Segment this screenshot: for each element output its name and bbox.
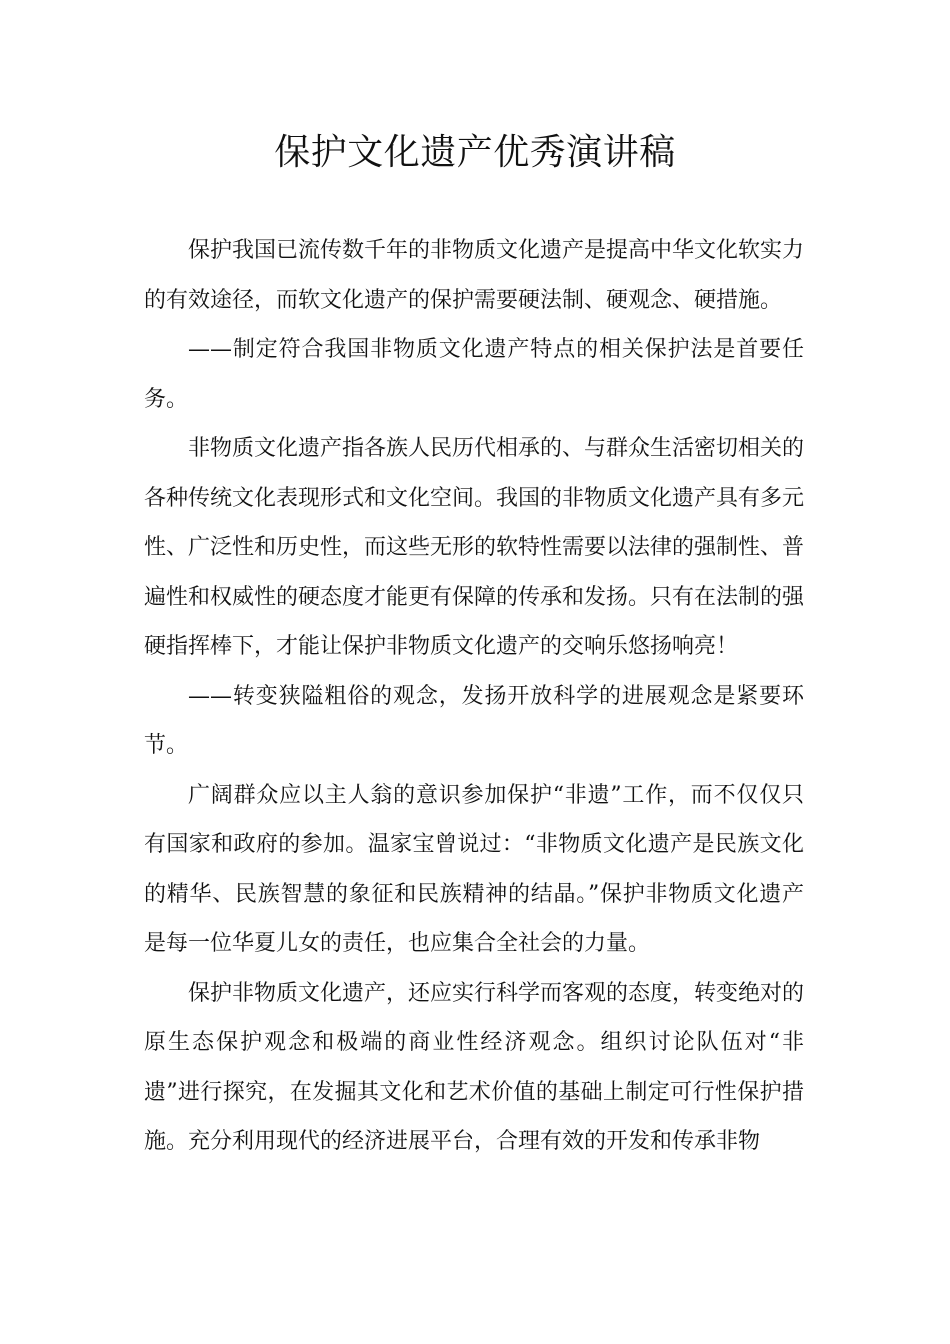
document-body [144, 226, 804, 1167]
paragraph-6: 保护非物质文化遗产，还应实行科学而客观的态度，转变绝对的原生态保护观念和极端的商业性经济观念。组织讨论队伍对“非遗”进行探究，在发掘其文化和艺术价值的基础上制定可行性保护措施。充分利用现代的经济进展平台，合理有效的开发和传承非物 [144, 980, 805, 1154]
paragraph-2: ——制定符合我国非物质文化遗产特点的相关保护法是首要任务。 [144, 337, 804, 412]
paragraph-1: 保护我国已流传数千年的非物质文化遗产是提高中华文化软实力的有效途径，而软文化遗产的保护需要硬法制、硬观念、硬措施。 [144, 238, 805, 313]
paragraph-4: ——转变狭隘粗俗的观念，发扬开放科学的进展观念是紧要环节。 [144, 683, 804, 758]
paragraph-3: 非物质文化遗产指各族人民历代相承的、与群众生活密切相关的各种传统文化表现形式和文化空间。我国的非物质文化遗产具有多元性、广泛性和历史性，而这些无形的软特性需要以法律的强制性、普遍性和权威性的硬态度才能更有保障的传承和发扬。只有在法制的强硬指挥棒下，才能让保护非物质文化遗产的交响乐悠扬响亮！ [144, 436, 805, 659]
document-title: 保护文化遗产优秀演讲稿 [274, 132, 676, 173]
paragraph-5: 广阔群众应以主人翁的意识参加保护“非遗”工作，而不仅仅只有国家和政府的参加。温家宝曾说过：“非物质文化遗产是民族文化的精华、民族智慧的象征和民族精神的结晶。”保护非物质文化遗产是每一位华夏儿女的责任，也应集合全社会的力量。 [144, 782, 804, 956]
